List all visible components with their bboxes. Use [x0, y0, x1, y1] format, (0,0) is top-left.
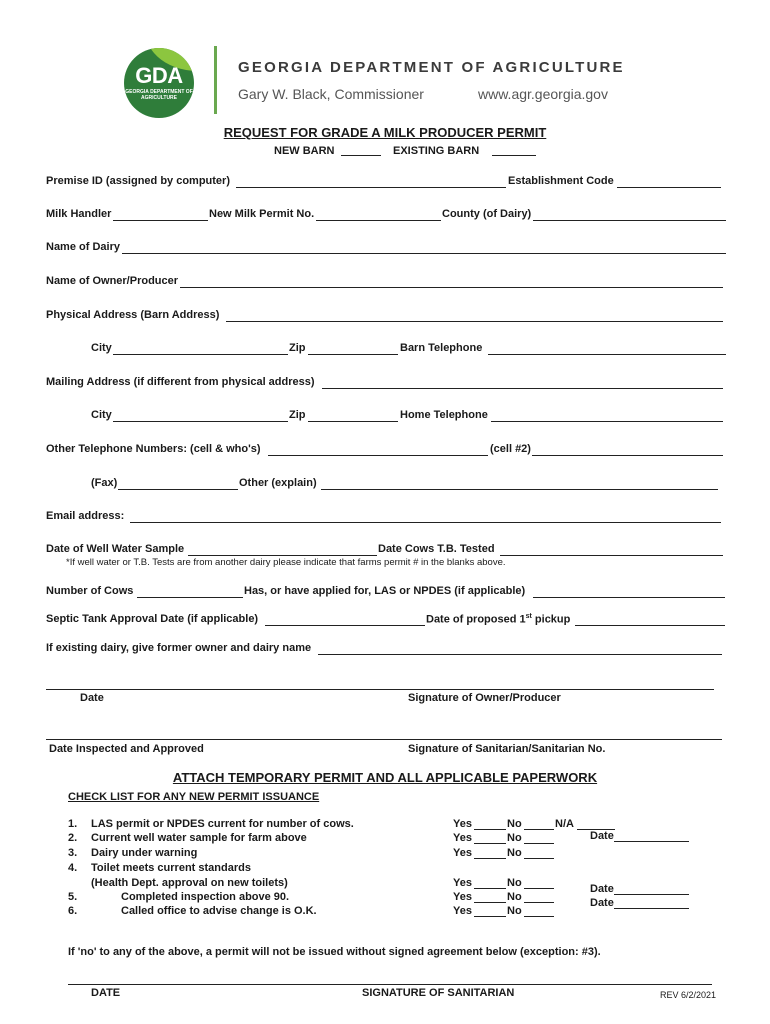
item-2-date-field[interactable]	[614, 841, 689, 842]
item-5-yes-label: Yes	[453, 891, 472, 903]
date-label: Date	[80, 692, 104, 704]
other-telephone-field[interactable]	[268, 455, 488, 456]
item-3-no-label: No	[507, 847, 522, 859]
item-6-text: Called office to advise change is O.K.	[121, 905, 317, 917]
item-2-yes-field[interactable]	[474, 843, 506, 844]
city-field[interactable]	[113, 354, 288, 355]
item-3-num: 3.	[68, 847, 78, 859]
other-explain-field[interactable]	[321, 489, 718, 490]
item-2-yes-label: Yes	[453, 832, 472, 844]
physical-address-label: Physical Address (Barn Address)	[46, 309, 220, 321]
premise-id-label: Premise ID (assigned by computer)	[46, 175, 230, 187]
item-1-na-label: N/A	[555, 818, 574, 830]
item-4-yes-field[interactable]	[474, 888, 506, 889]
owner-signature-label: Signature of Owner/Producer	[408, 692, 561, 704]
owner-name-label: Name of Owner/Producer	[46, 275, 179, 287]
mailing-address-field[interactable]	[322, 388, 723, 389]
item-6-yes-label: Yes	[453, 905, 472, 917]
well-water-field[interactable]	[188, 555, 377, 556]
dairy-name-label: Name of Dairy	[46, 241, 120, 253]
item-1-no-label: No	[507, 818, 522, 830]
item-1-text: LAS permit or NPDES current for number of cows.	[91, 818, 354, 830]
sanitarian-final-signature-line[interactable]	[68, 984, 712, 985]
item-3-text: Dairy under warning	[91, 847, 198, 859]
item-4-no-label: No	[507, 877, 522, 889]
city-label: City	[91, 342, 112, 354]
cell2-label: (cell #2)	[490, 443, 531, 455]
dairy-name-field[interactable]	[122, 253, 726, 254]
logo-text: GDA	[135, 63, 183, 88]
form-title: REQUEST FOR GRADE A MILK PRODUCER PERMIT	[223, 125, 547, 140]
barn-telephone-field[interactable]	[488, 354, 726, 355]
item-2-text: Current well water sample for farm above	[91, 832, 307, 844]
first-pickup-label: Date of proposed 1st pickup	[426, 613, 571, 626]
mailing-city-field[interactable]	[113, 421, 288, 422]
item-1-num: 1.	[68, 818, 78, 830]
item-4-num: 4.	[68, 862, 78, 874]
new-barn-field[interactable]	[341, 155, 381, 156]
item-4-subtext: (Health Dept. approval on new toilets)	[91, 877, 288, 889]
header-divider	[214, 46, 217, 114]
fax-label: (Fax)	[91, 477, 118, 489]
item-6-no-field[interactable]	[524, 916, 554, 917]
attach-heading: ATTACH TEMPORARY PERMIT AND ALL APPLICABLE PAPERWORK	[172, 770, 598, 785]
item-1-yes-label: Yes	[453, 818, 472, 830]
item-5-yes-field[interactable]	[474, 902, 506, 903]
footer-note: If 'no' to any of the above, a permit will not be issued without signed agreement below (exception: #3).	[68, 946, 601, 958]
zip-field[interactable]	[308, 354, 398, 355]
fax-field[interactable]	[118, 489, 238, 490]
county-label: County (of Dairy)	[442, 208, 532, 220]
home-telephone-field[interactable]	[491, 421, 723, 422]
item-5-text: Completed inspection above 90.	[121, 891, 290, 903]
item-6-yes-field[interactable]	[474, 916, 506, 917]
septic-label: Septic Tank Approval Date (if applicable)	[46, 613, 259, 625]
item-3-yes-label: Yes	[453, 847, 472, 859]
item-1-yes-field[interactable]	[474, 829, 506, 830]
milk-handler-label: Milk Handler	[46, 208, 112, 220]
las-npdes-field[interactable]	[533, 597, 725, 598]
physical-address-field[interactable]	[226, 321, 723, 322]
item-2-num: 2.	[68, 832, 78, 844]
item-5-no-field[interactable]	[524, 902, 554, 903]
other-explain-label: Other (explain)	[239, 477, 317, 489]
zip-label: Zip	[289, 342, 306, 354]
item-2-no-field[interactable]	[524, 843, 554, 844]
sanitarian-signature-label: Signature of Sanitarian/Sanitarian No.	[408, 743, 606, 755]
barn-telephone-label: Barn Telephone	[400, 342, 483, 354]
logo-subtext: GEORGIA DEPARTMENT OF AGRICULTURE	[125, 89, 193, 101]
bottom-signature-label: SIGNATURE OF SANITARIAN	[362, 987, 515, 999]
bottom-date-label: DATE	[91, 987, 121, 999]
date-inspected-label: Date Inspected and Approved	[49, 743, 204, 755]
item-3-no-field[interactable]	[524, 858, 554, 859]
tb-note: *If well water or T.B. Tests are from another dairy please indicate that farms permit # in the blanks above.	[66, 557, 506, 568]
first-pickup-field[interactable]	[575, 625, 725, 626]
website-link[interactable]: www.agr.georgia.gov	[478, 86, 608, 102]
owner-signature-line[interactable]	[46, 689, 714, 690]
new-permit-field[interactable]	[316, 220, 441, 221]
cows-tb-label: Date Cows T.B. Tested	[378, 543, 495, 555]
establishment-code-label: Establishment Code	[508, 175, 614, 187]
well-water-label: Date of Well Water Sample	[46, 543, 185, 555]
checklist-title: CHECK LIST FOR ANY NEW PERMIT ISSUANCE	[68, 791, 320, 803]
mailing-zip-field[interactable]	[308, 421, 398, 422]
mailing-zip-label: Zip	[289, 409, 306, 421]
item-5-date-label: Date	[590, 883, 614, 895]
item-4-yes-label: Yes	[453, 877, 472, 889]
home-telephone-label: Home Telephone	[400, 409, 488, 421]
org-name: GEORGIA DEPARTMENT OF AGRICULTURE	[238, 59, 625, 76]
las-npdes-label: Has, or have applied for, LAS or NPDES (if applicable)	[244, 585, 526, 597]
mailing-address-label: Mailing Address (if different from physical address)	[46, 376, 315, 388]
other-telephone-label: Other Telephone Numbers: (cell & who's)	[46, 443, 261, 455]
item-5-no-label: No	[507, 891, 522, 903]
establishment-code-field[interactable]	[617, 187, 721, 188]
commissioner: Gary W. Black, Commissioner	[238, 86, 424, 102]
item-1-no-field[interactable]	[524, 829, 554, 830]
cows-tb-field[interactable]	[500, 555, 723, 556]
item-6-date-label: Date	[590, 897, 614, 909]
item-3-yes-field[interactable]	[474, 858, 506, 859]
new-permit-label: New Milk Permit No.	[209, 208, 315, 220]
former-owner-label: If existing dairy, give former owner and dairy name	[46, 642, 312, 654]
item-6-num: 6.	[68, 905, 78, 917]
revision-label: REV 6/2/2021	[660, 990, 717, 1000]
new-barn-label: NEW BARN	[274, 145, 335, 157]
sanitarian-signature-line[interactable]	[46, 739, 722, 740]
item-5-num: 5.	[68, 891, 78, 903]
milk-handler-field[interactable]	[113, 220, 208, 221]
number-cows-label: Number of Cows	[46, 585, 134, 597]
existing-barn-field[interactable]	[492, 155, 536, 156]
number-cows-field[interactable]	[137, 597, 243, 598]
item-2-no-label: No	[507, 832, 522, 844]
email-label: Email address:	[46, 510, 125, 522]
mailing-city-label: City	[91, 409, 112, 421]
owner-name-field[interactable]	[180, 287, 723, 288]
item-4-no-field[interactable]	[524, 888, 554, 889]
former-owner-field[interactable]	[318, 654, 722, 655]
item-6-date-field[interactable]	[614, 908, 689, 909]
cell2-field[interactable]	[532, 455, 723, 456]
septic-field[interactable]	[265, 625, 425, 626]
item-4-text: Toilet meets current standards	[91, 862, 251, 874]
gda-logo	[124, 48, 194, 118]
item-6-no-label: No	[507, 905, 522, 917]
existing-barn-label: EXISTING BARN	[393, 145, 480, 157]
item-2-date-label: Date	[590, 830, 614, 842]
email-field[interactable]	[130, 522, 721, 523]
premise-id-field[interactable]	[236, 187, 506, 188]
item-5-date-field[interactable]	[614, 894, 689, 895]
county-field[interactable]	[533, 220, 726, 221]
